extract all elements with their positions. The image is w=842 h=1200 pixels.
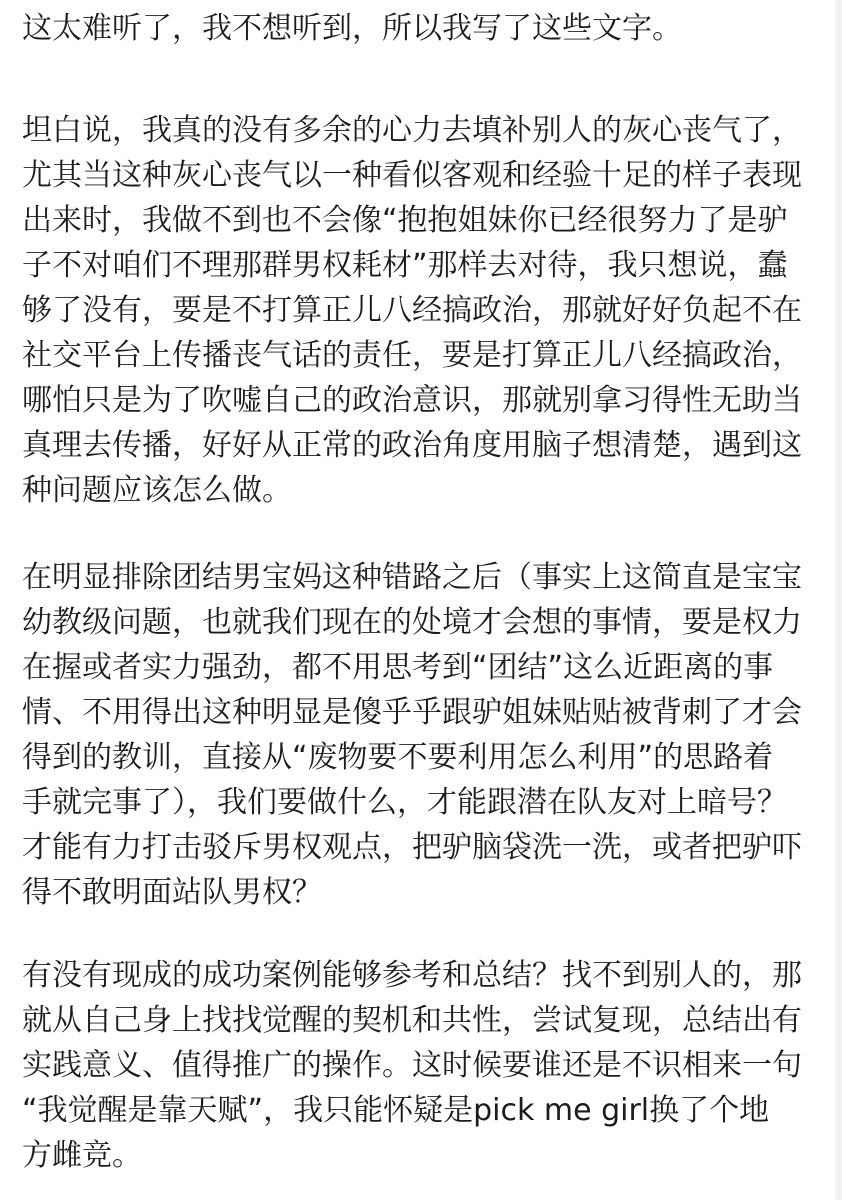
text-line: 在握或者实力强劲，都不用思考到“团结”这么近距离的事 [22,650,774,685]
text-line: 情、不用得出这种明显是傻乎乎跟驴姐妹贴贴被背刺了才会 [22,695,802,730]
paragraph-1 [22,6,822,51]
text-line: 种问题应该怎么做。 [22,473,292,508]
text-line: 社交平台上传播丧气话的责任，要是打算正儿八经搞政治， [22,338,802,373]
text-line: 尤其当这种灰心丧气以一种看似客观和经验十足的样子表现 [22,158,802,193]
text-line: 够了没有，要是不打算正儿八经搞政治，那就好好负起不在 [22,293,802,328]
text-line: 得不敢明面站队男权？ [22,875,322,910]
text-line: 出来时，我做不到也不会像“抱抱姐妹你已经很努力了是驴 [22,203,788,238]
text-line: 坦白说，我真的没有多余的心力去填补别人的灰心丧气了， [22,113,802,148]
text-line: 幼教级问题，也就我们现在的处境才会想的事情，要是权力 [22,605,802,640]
text-line: 方雌竞。 [22,1138,142,1173]
paragraph-4 [22,953,822,1178]
text-line: 才能有力打击驳斥男权观点，把驴脑袋洗一洗，或者把驴吓 [22,830,802,865]
text-line: 得到的教训，直接从“废物要不要利用怎么利用”的思路着 [22,740,774,775]
paragraph-2 [22,108,822,513]
text-line: “我觉醒是靠天赋”，我只能怀疑是pick me girl换了个地 [22,1093,770,1128]
text-line: 哪怕只是为了吹嘘自己的政治意识，那就别拿习得性无助当 [22,383,802,418]
paragraph-3 [22,555,822,915]
scrollbar-track[interactable] [835,0,842,1200]
text-line: 手就完事了），我们要做什么，才能跟潜在队友对上暗号？ [22,785,787,820]
text-line: 就从自己身上找找觉醒的契机和共性，尝试复现，总结出有 [22,1003,802,1038]
text-line: 有没有现成的成功案例能够参考和总结？找不到别人的，那 [22,958,802,993]
text-line: 子不对咱们不理那群男权耗材”那样去对待，我只想说，蠢 [22,248,788,283]
text-line: 在明显排除团结男宝妈这种错路之后（事实上这简直是宝宝 [22,560,802,595]
text-line: 实践意义、值得推广的操作。这时候要谁还是不识相来一句 [22,1048,802,1083]
text-line: 真理去传播，好好从正常的政治角度用脑子想清楚，遇到这 [22,428,802,463]
text-line: 这太难听了，我不想听到，所以我写了这些文字。 [22,11,682,46]
